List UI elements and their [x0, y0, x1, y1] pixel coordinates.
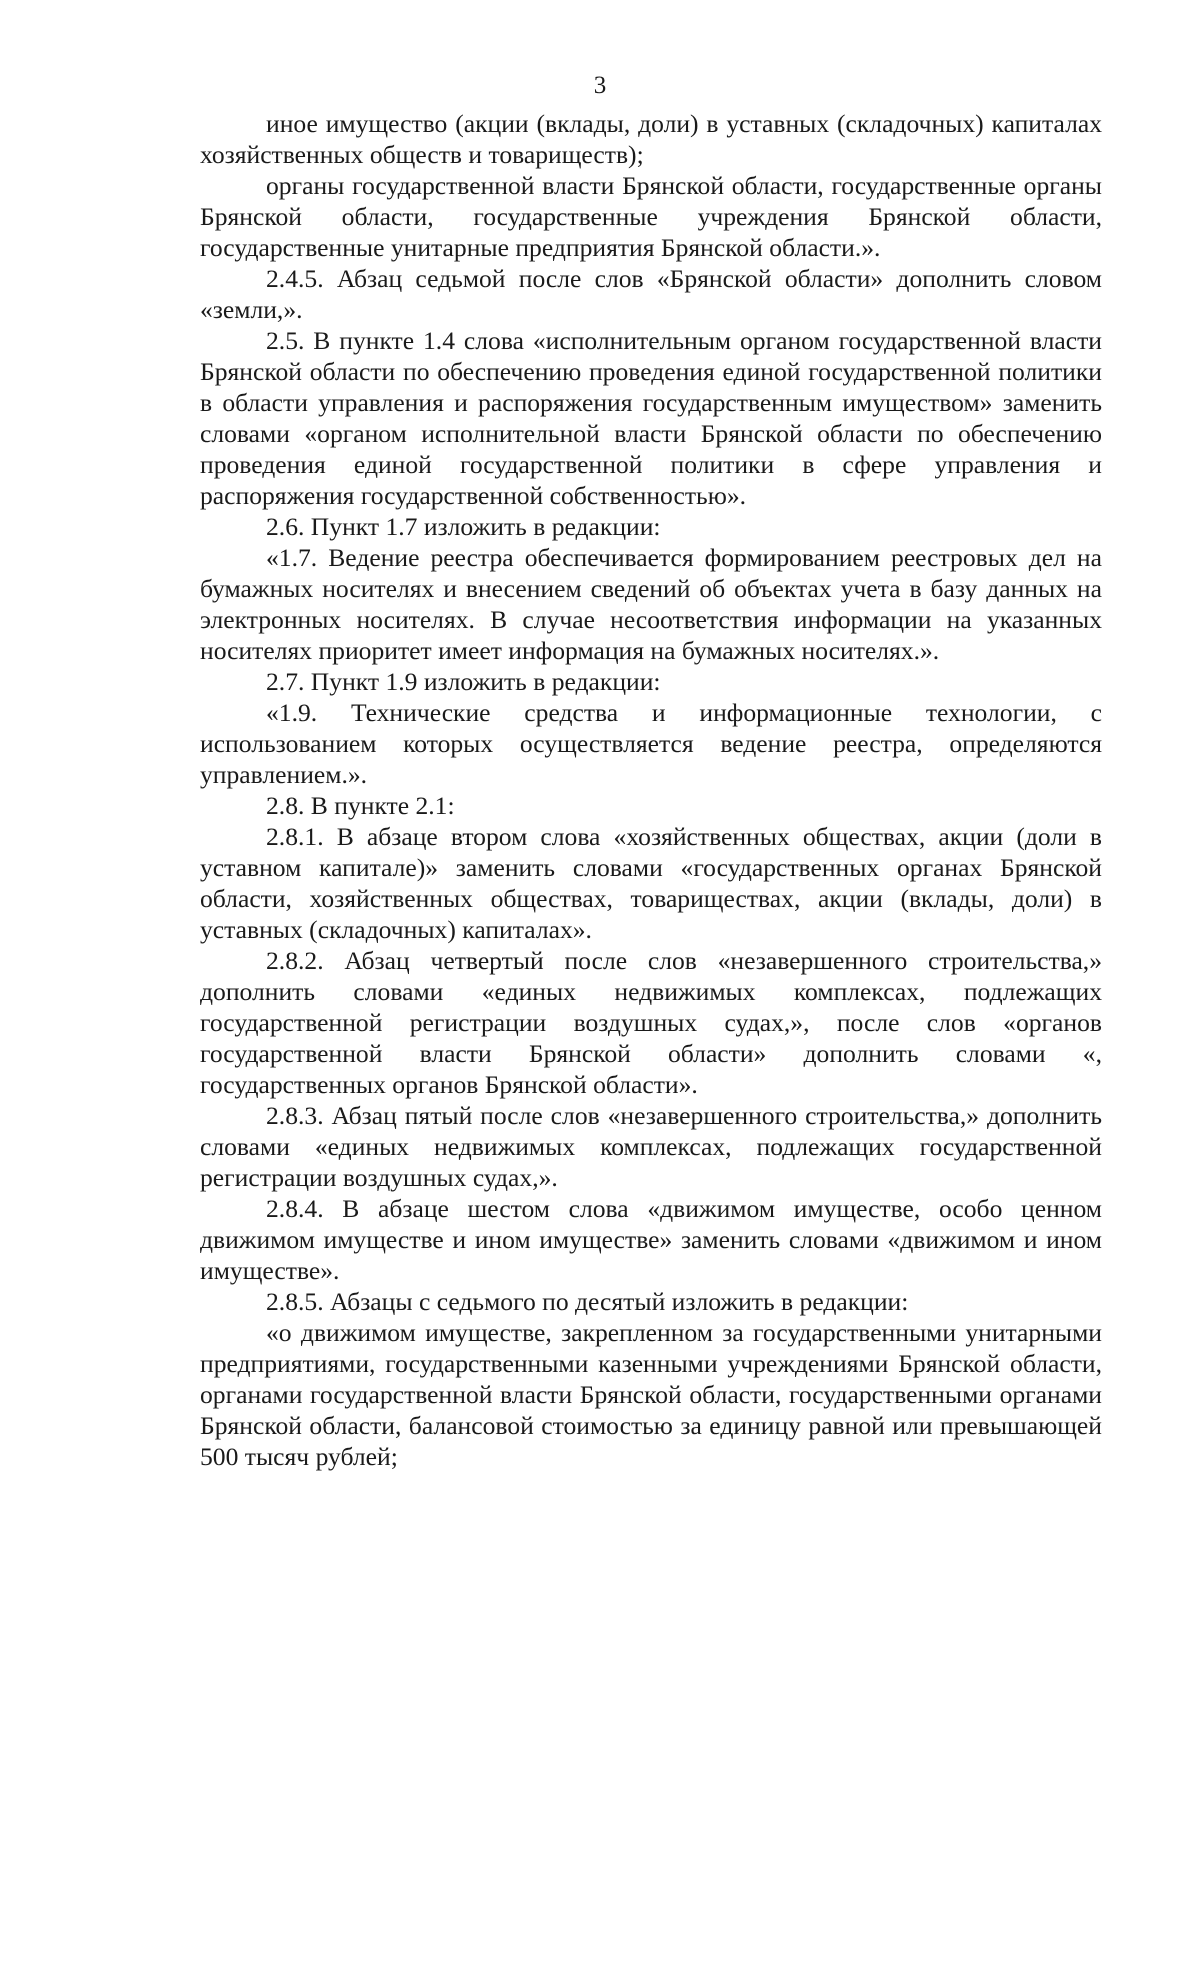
paragraph: иное имущество (акции (вклады, доли) в уставных (складочных) капиталах хозяйственных обществ и товариществ); [200, 109, 1102, 169]
paragraph: 2.8.2. Абзац четвертый после слов «незавершенного строительства,» дополнить словами «единых недвижимых комплексах, подлежащих государственной регистрации воздушных судах,», после слов «органов государственной власти Брянской области» дополнить словами «, государственных органов Брянской области». [200, 946, 1102, 1099]
paragraph: «о движимом имуществе, закрепленном за государственными унитарными предприятиями, государственными казенными учреждениями Брянской области, органами государственной власти Брянской области, государственными органами Брянской области, балансовой стоимостью за единицу равной или превышающей 500 тысяч рублей; [200, 1318, 1102, 1471]
paragraph: 2.8.5. Абзацы с седьмого по десятый изложить в редакции: [266, 1287, 909, 1316]
paragraph: 2.4.5. Абзац седьмой после слов «Брянской области» дополнить словом «земли,». [200, 264, 1102, 324]
paragraph: органы государственной власти Брянской области, государственные органы Брянской области, государственные учреждения Брянской области, государственные унитарные предприятия Брянской области.». [200, 171, 1102, 262]
document-body [200, 108, 1102, 1472]
paragraph: 2.7. Пункт 1.9 изложить в редакции: [266, 667, 661, 696]
paragraph: 2.8.3. Абзац пятый после слов «незавершенного строительства,» дополнить словами «единых недвижимых комплексах, подлежащих государственной регистрации воздушных судах,». [200, 1101, 1102, 1192]
paragraph: 2.6. Пункт 1.7 изложить в редакции: [266, 512, 661, 541]
paragraph: 2.8.1. В абзаце втором слова «хозяйственных обществах, акции (доли в уставном капитале)» заменить словами «государственных органах Брянской области, хозяйственных обществах, товариществах, акции (вклады, доли) в уставных (складочных) капиталах». [200, 822, 1102, 944]
paragraph: «1.7. Ведение реестра обеспечивается формированием реестровых дел на бумажных носителях и внесением сведений об объектах учета в базу данных на электронных носителях. В случае несоответствия информации на указанных носителях приоритет имеет информация на бумажных носителях.». [200, 543, 1102, 665]
page-number: 3 [593, 72, 607, 99]
paragraph: «1.9. Технические средства и информационные технологии, с использованием которых осуществляется ведение реестра, определяются управлением.». [200, 698, 1102, 789]
paragraph: 2.8.4. В абзаце шестом слова «движимом имуществе, особо ценном движимом имуществе и ином имуществе» заменить словами «движимом и ином имуществе». [200, 1194, 1102, 1285]
paragraph: 2.8. В пункте 2.1: [266, 791, 455, 820]
paragraph: 2.5. В пункте 1.4 слова «исполнительным органом государственной власти Брянской области по обеспечению проведения единой государственной политики в области управления и распоряжения государственным имуществом» заменить словами «органом исполнительной власти Брянской области по обеспечению проведения единой государственной политики в сфере управления и распоряжения государственной собственностью». [200, 326, 1102, 510]
